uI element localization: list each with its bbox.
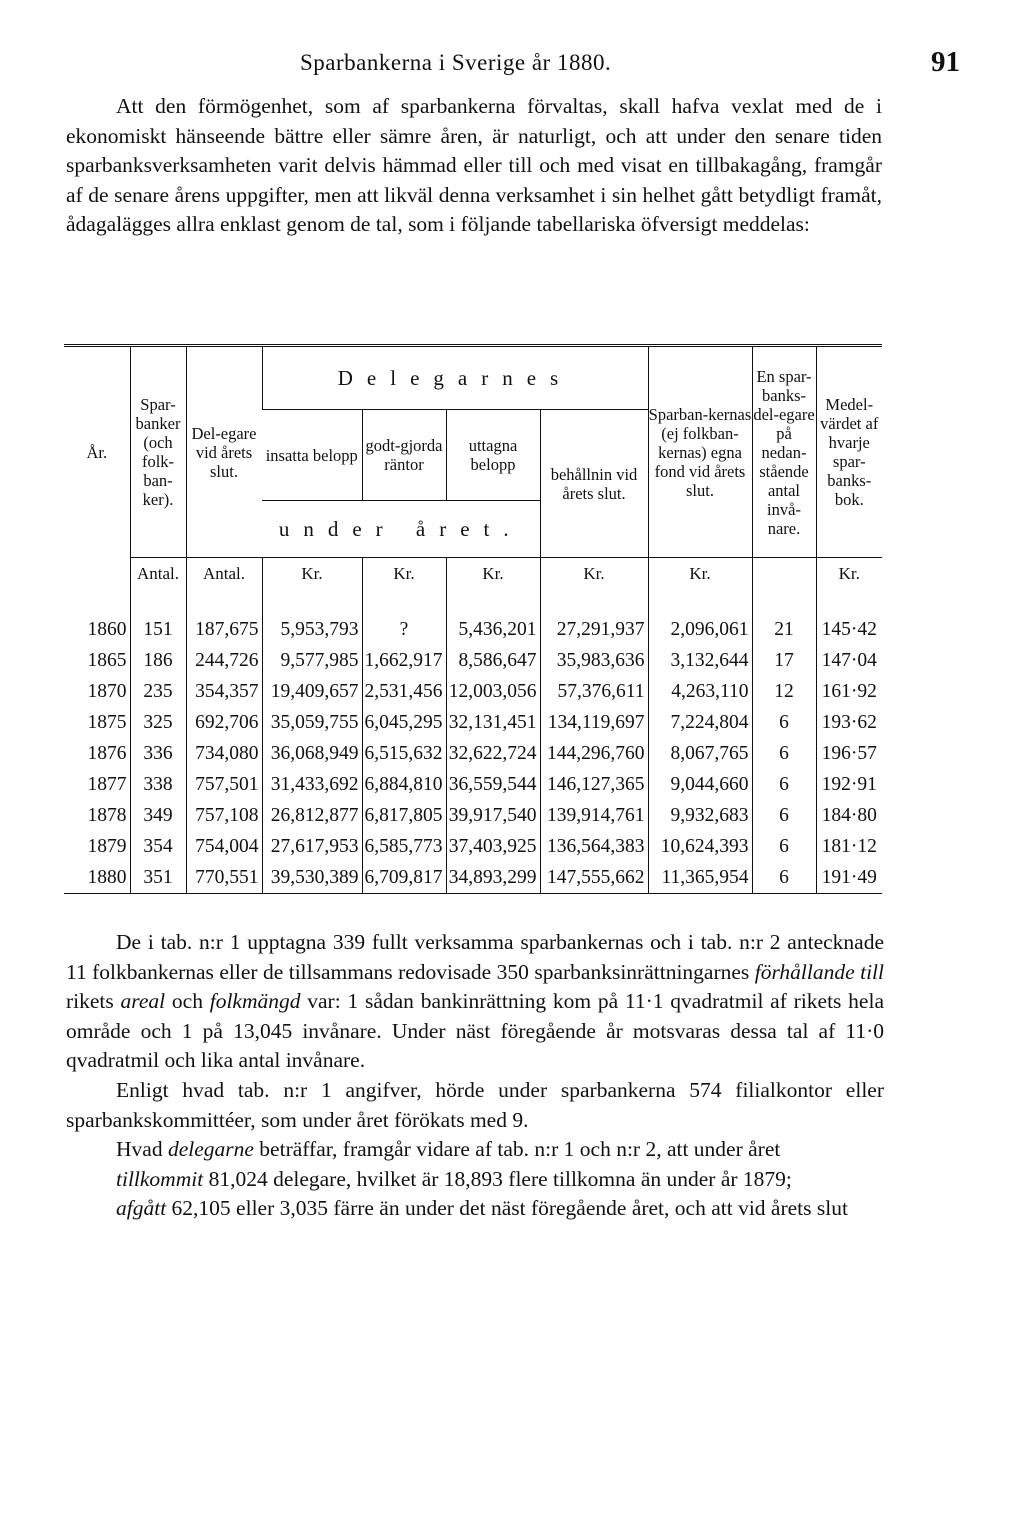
cell-credited: 6,585,773 (362, 831, 446, 862)
cell-credited: 6,709,817 (362, 862, 446, 894)
intro-text: Att den förmögenhet, som af sparbankerna förvaltas, skall hafva vexlat med de i ekonomiskt hänseende bättre eller sämre åren, är naturligt, och att under den senare tiden sparbanksverksamheten varit delvis hämmad eller till och med visat en tillbakagång, framgår af de senare årens uppgifter, men att likväl denna verksamhet i sin helhet gått betydligt framåt, ådagalägges allra enklast genom de tal, som i följande tabellariska öfversigt meddelas: (66, 94, 882, 237)
cell-members: 692,706 (186, 707, 262, 738)
header-year: År. (86, 442, 108, 462)
cell-balance: 147,555,662 (540, 862, 648, 894)
cell-year: 1860 (87, 618, 127, 640)
table-row (64, 645, 882, 676)
page-number: 91 (931, 46, 960, 78)
unit-balance: Kr. (540, 558, 648, 589)
paragraph-tillkommit (66, 1165, 884, 1195)
table-row (64, 588, 882, 645)
cell-average: 191·49 (816, 862, 882, 894)
cell-balance: 136,564,383 (540, 831, 648, 862)
cell-banks: 186 (130, 645, 186, 676)
cell-year: 1870 (87, 680, 127, 702)
header-credited: godt-gjorda räntor (362, 410, 446, 501)
cell-credited: 6,884,810 (362, 769, 446, 800)
text-run: 81,024 delegare, hvilket är 18,893 flere tillkomna än under år 1879; (203, 1166, 792, 1191)
cell-year: 1879 (87, 835, 127, 857)
cell-inhabitants: 6 (752, 769, 816, 800)
header-delegarnes: Delegarnes (262, 346, 648, 410)
cell-inhabitants: 6 (752, 707, 816, 738)
cell-banks: 325 (130, 707, 186, 738)
header-inhabitants: En spar-banks-del-egare på nedan-stående antal invå-nare. (752, 346, 816, 558)
cell-banks: 349 (130, 800, 186, 831)
unit-deposited: Kr. (262, 558, 362, 589)
cell-members: 754,004 (186, 831, 262, 862)
cell-deposited: 26,812,877 (262, 800, 362, 831)
cell-inhabitants: 6 (752, 831, 816, 862)
paragraph-branches: Enligt hvad tab. n:r 1 angifver, hörde under sparbankerna 574 filialkontor eller sparbankskommittéer, som under året förökats med 9. (66, 1077, 884, 1132)
cell-banks: 338 (130, 769, 186, 800)
cell-inhabitants: 6 (752, 862, 816, 894)
running-title: Sparbankerna i Sverige år 1880. (300, 50, 612, 75)
cell-balance: 146,127,365 (540, 769, 648, 800)
cell-credited: 2,531,456 (362, 676, 446, 707)
cell-year: 1877 (87, 773, 127, 795)
cell-balance: 57,376,611 (540, 676, 648, 707)
header-banks: Spar-banker (och folk-ban-ker). (130, 346, 186, 558)
paragraph-ratio (66, 928, 884, 1076)
cell-deposited: 39,530,389 (262, 862, 362, 894)
cell-credited: 6,817,805 (362, 800, 446, 831)
cell-year: 1880 (87, 866, 127, 888)
cell-own-funds: 9,044,660 (648, 769, 752, 800)
text-run: 62,105 eller 3,035 färre än under det näst föregående året, och att vid årets slut (166, 1196, 848, 1221)
cell-average: 192·91 (816, 769, 882, 800)
header-members: Del-egare vid årets slut. (186, 346, 262, 558)
cell-banks: 151 (130, 588, 186, 645)
cell-balance: 139,914,761 (540, 800, 648, 831)
emphasis: areal (120, 989, 166, 1014)
cell-withdrawn: 39,917,540 (446, 800, 540, 831)
cell-deposited: 35,059,755 (262, 707, 362, 738)
cell-credited: 1,662,917 (362, 645, 446, 676)
cell-deposited: 31,433,692 (262, 769, 362, 800)
cell-inhabitants: 12 (752, 676, 816, 707)
cell-average: 196·57 (816, 738, 882, 769)
table-row (64, 676, 882, 707)
text-run: beträffar, framgår vidare af tab. n:r 1 och n:r 2, att under året (253, 1137, 781, 1162)
paragraph-afgatt (66, 1194, 884, 1224)
cell-credited: ? (362, 588, 446, 645)
cell-members: 187,675 (186, 588, 262, 645)
paragraph-delegarne (66, 1135, 884, 1165)
header-withdrawn: uttagna belopp (446, 410, 540, 501)
header-balance: behållnin vid årets slut. (540, 410, 648, 558)
emphasis: delegarne (167, 1137, 254, 1162)
cell-own-funds: 10,624,393 (648, 831, 752, 862)
header-deposited: insatta belopp (265, 445, 358, 465)
page-header (60, 42, 960, 92)
cell-members: 354,357 (186, 676, 262, 707)
unit-own-funds: Kr. (648, 558, 752, 589)
cell-year: 1875 (87, 711, 127, 733)
cell-members: 757,501 (186, 769, 262, 800)
body-text (66, 928, 884, 1224)
cell-own-funds: 11,365,954 (648, 862, 752, 894)
cell-inhabitants: 6 (752, 738, 816, 769)
table-row (64, 707, 882, 738)
cell-balance: 134,119,697 (540, 707, 648, 738)
cell-average: 184·80 (816, 800, 882, 831)
emphasis: förhållande till (754, 959, 884, 984)
unit-banks: Antal. (130, 558, 186, 589)
savings-bank-table (64, 344, 882, 894)
text-run: rikets (66, 989, 121, 1014)
cell-withdrawn: 8,586,647 (446, 645, 540, 676)
cell-year: 1878 (87, 804, 127, 826)
cell-own-funds: 2,096,061 (648, 588, 752, 645)
cell-banks: 354 (130, 831, 186, 862)
cell-own-funds: 4,263,110 (648, 676, 752, 707)
cell-deposited: 19,409,657 (262, 676, 362, 707)
table-row (64, 738, 882, 769)
cell-withdrawn: 12,003,056 (446, 676, 540, 707)
cell-withdrawn: 5,436,201 (446, 588, 540, 645)
cell-balance: 35,983,636 (540, 645, 648, 676)
cell-year: 1876 (87, 742, 127, 764)
cell-banks: 351 (130, 862, 186, 894)
table-row (64, 800, 882, 831)
intro-paragraph (66, 92, 882, 240)
cell-credited: 6,515,632 (362, 738, 446, 769)
text-run: Hvad (116, 1137, 168, 1162)
emphasis: afgått (116, 1196, 167, 1221)
emphasis: folkmängd (209, 989, 301, 1014)
cell-members: 734,080 (186, 738, 262, 769)
table-row (64, 862, 882, 894)
header-average: Medel-värdet af hvarje spar-banks-bok. (816, 346, 882, 558)
cell-own-funds: 9,932,683 (648, 800, 752, 831)
cell-average: 181·12 (816, 831, 882, 862)
cell-own-funds: 8,067,765 (648, 738, 752, 769)
cell-inhabitants: 6 (752, 800, 816, 831)
unit-inhabitants (752, 558, 816, 589)
cell-withdrawn: 34,893,299 (446, 862, 540, 894)
cell-own-funds: 3,132,644 (648, 645, 752, 676)
cell-average: 161·92 (816, 676, 882, 707)
cell-own-funds: 7,224,804 (648, 707, 752, 738)
cell-members: 770,551 (186, 862, 262, 894)
unit-members: Antal. (186, 558, 262, 589)
text-run: och (165, 989, 210, 1014)
text-run: var: 1 sådan bankinrättning kom på 11·1 qvadratmil af rikets hela område och 1 på 13,045 invånare. Under näst föregående år motsvaras dessa tal af 11·0 qvadratmil och lika antal invånare. (66, 989, 884, 1073)
cell-withdrawn: 36,559,544 (446, 769, 540, 800)
header-under-aret: under året. (262, 501, 540, 558)
cell-withdrawn: 37,403,925 (446, 831, 540, 862)
cell-balance: 144,296,760 (540, 738, 648, 769)
table-row (64, 769, 882, 800)
cell-banks: 336 (130, 738, 186, 769)
cell-average: 145·42 (816, 588, 882, 645)
cell-deposited: 27,617,953 (262, 831, 362, 862)
cell-credited: 6,045,295 (362, 707, 446, 738)
emphasis: tillkommit (116, 1166, 204, 1191)
cell-members: 244,726 (186, 645, 262, 676)
cell-inhabitants: 17 (752, 645, 816, 676)
header-own-funds: Sparban-kernas (ej folkban-kernas) egna fond vid årets slut. (648, 346, 752, 558)
table-row (64, 831, 882, 862)
unit-credited: Kr. (362, 558, 446, 589)
unit-average: Kr. (816, 558, 882, 589)
cell-withdrawn: 32,131,451 (446, 707, 540, 738)
cell-deposited: 5,953,793 (262, 588, 362, 645)
unit-year (64, 558, 130, 589)
cell-banks: 235 (130, 676, 186, 707)
unit-withdrawn: Kr. (446, 558, 540, 589)
cell-average: 147·04 (816, 645, 882, 676)
cell-balance: 27,291,937 (540, 588, 648, 645)
cell-deposited: 36,068,949 (262, 738, 362, 769)
cell-withdrawn: 32,622,724 (446, 738, 540, 769)
cell-inhabitants: 21 (752, 588, 816, 645)
text-run: De i tab. n:r 1 upptagna 339 fullt verksamma sparbankernas och i tab. n:r 2 antecknade 11 folkbankernas eller de tillsammans redovisade 350 sparbanksinrättningarnes (66, 930, 884, 984)
cell-year: 1865 (87, 649, 127, 671)
cell-members: 757,108 (186, 800, 262, 831)
cell-deposited: 9,577,985 (262, 645, 362, 676)
cell-average: 193·62 (816, 707, 882, 738)
